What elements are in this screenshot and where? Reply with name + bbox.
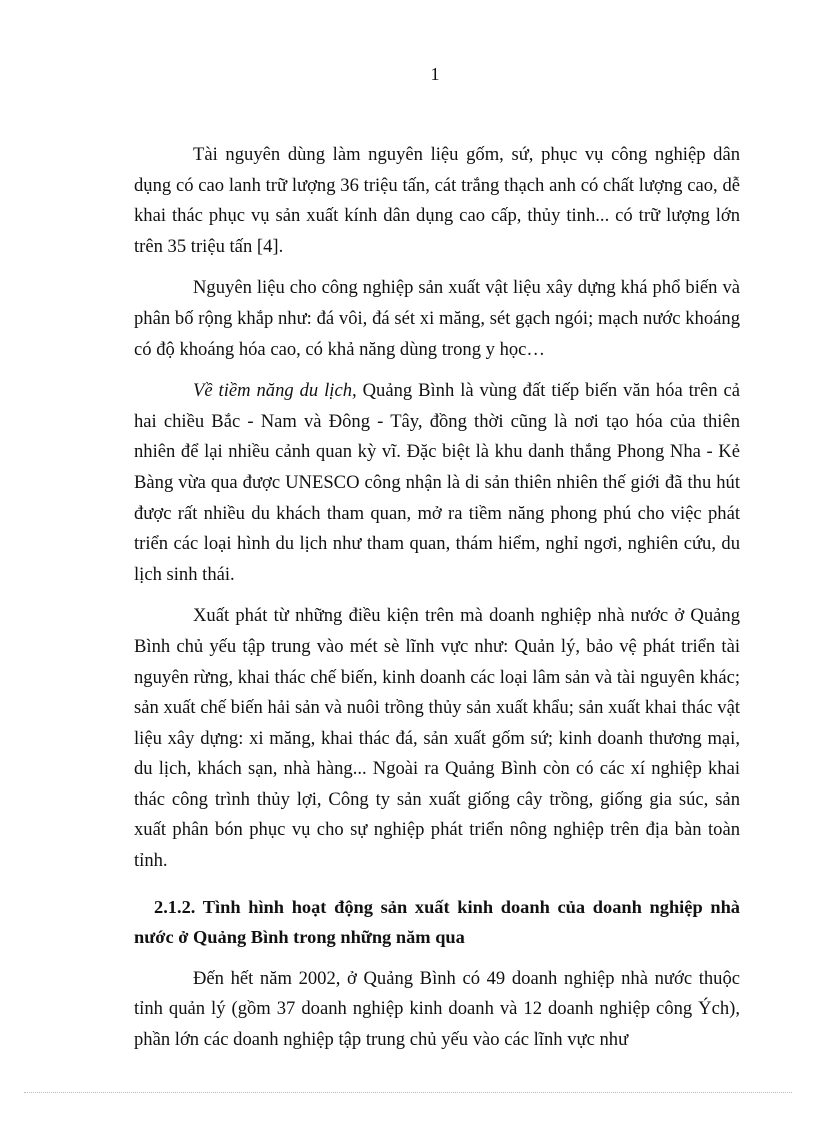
document-body	[134, 140, 740, 1067]
page-number: 1	[430, 64, 440, 84]
paragraph-enterprise-count: Đến hết năm 2002, ở Quảng Bình có 49 doanh nghiệp nhà nước thuộc tỉnh quản lý (gồm 37 doanh nghiệp kinh doanh và 12 doanh nghiệp công Ých), phần lớn các doanh nghiệp tập trung chủ yếu vào các lĩnh vực như	[134, 967, 740, 1051]
page-bottom-divider	[24, 1092, 792, 1093]
section-heading: 2.1.2. Tình hình hoạt động sản xuất kinh doanh của doanh nghiệp nhà nước ở Quảng Bình trong những năm qua	[134, 896, 740, 948]
paragraph-tourism	[134, 376, 740, 590]
paragraph-raw-materials: Tài nguyên dùng làm nguyên liệu gốm, sứ, phục vụ công nghiệp dân dụng có cao lanh trữ lượng 36 triệu tấn, cát trắng thạch anh có chất lượng cao, dễ khai thác phục vụ sản xuất kính dân dụng cao cấp, thủy tinh... có trữ lượng lớn trên 35 triệu tấn [4].	[134, 144, 740, 257]
paragraph-construction-materials: Nguyên liệu cho công nghiệp sản xuất vật liệu xây dựng khá phổ biến và phân bố rộng khắp như: đá vôi, đá sét xi măng, sét gạch ngói; mạch nước khoáng có độ khoáng hóa cao, có khả năng dùng trong y học…	[134, 277, 740, 360]
paragraph-enterprise-sectors: Xuất phát từ những điều kiện trên mà doanh nghiệp nhà nước ở Quảng Bình chủ yếu tập trung vào mét sè lĩnh vực như: Quản lý, bảo vệ phát triển tài nguyên rừng, khai thác chế biến, kinh doanh các loại lâm sản và tài nguyên khác; sản xuất chế biến hải sản và nuôi trồng thủy sản xuất khẩu; sản xuất khai thác vật liệu xây dựng: xi măng, khai thác đá, sản xuất gốm sứ; kinh doanh thương mại, du lịch, khách sạn, nhà hàng... Ngoài ra Quảng Bình còn có các xí nghiệp khai thác công trình thủy lợi, Công ty sản xuất giống cây trồng, giống gia súc, sản xuất phân bón phục vụ cho sự nghiệp phát triển nông nghiệp trên địa bàn toàn tỉnh.	[134, 605, 740, 872]
tourism-text: Quảng Bình là vùng đất tiếp biến văn hóa trên cả hai chiều Bắc - Nam và Đông - Tây, đồng thời cũng là nơi tạo hóa của thiên nhiên để lại nhiều cảnh quan kỳ vĩ. Đặc biệt là khu danh thắng Phong Nha - Kẻ Bàng vừa qua được UNESCO công nhận là di sản thiên nhiên thế giới đã thu hút được rất nhiều du khách tham quan, mở ra tiềm năng phong phú cho việc phát triển các loại hình du lịch như tham quan, thám hiểm, nghỉ ngơi, nghiên cứu, du lịch sinh thái.	[134, 380, 740, 585]
tourism-lead-in: Về tiềm năng du lịch,	[193, 380, 357, 402]
